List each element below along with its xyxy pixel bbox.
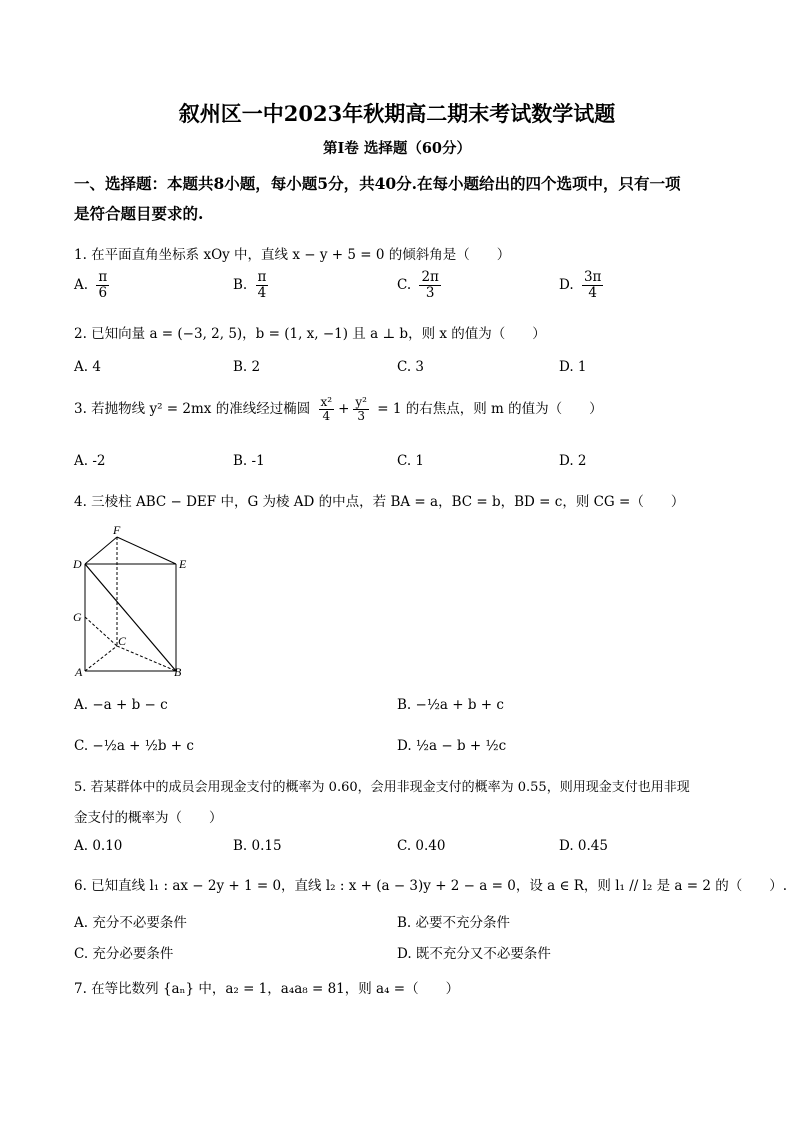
q2-option-a: A. 4 (74, 359, 101, 375)
section-instructions-line2: 是符合题目要求的. (74, 204, 204, 223)
label-e: E (179, 557, 187, 571)
q2-option-d: D. 1 (559, 359, 587, 375)
q1-option-c: C. $\frac{2\pi}{3}$ (397, 269, 439, 301)
label-d: D (73, 557, 82, 571)
q3-option-a: A. -2 (74, 453, 106, 469)
q4-option-b: B. −½a + b + c (397, 697, 504, 713)
exam-title: 叙州区一中2023年秋期高二期末考试数学试题 (178, 101, 616, 126)
q2-option-b: B. 2 (233, 359, 261, 375)
part-heading: 第I卷 选择题（60分） (322, 140, 471, 157)
q1-option-d: D. $\frac{3\pi}{4}$ (559, 269, 602, 301)
q3-option-c: C. 1 (397, 453, 425, 469)
q3-option-b: B. -1 (233, 453, 265, 469)
q5-option-d: D. 0.45 (559, 838, 608, 854)
label-a: A (75, 665, 83, 679)
prism-figure (70, 524, 200, 684)
q5-option-c: C. 0.40 (397, 838, 446, 854)
label-g: G (73, 610, 82, 624)
q4-option-a: A. −a + b − c (74, 697, 168, 713)
q2-option-c: C. 3 (397, 359, 425, 375)
q5-option-b: B. 0.15 (233, 838, 282, 854)
section-instructions-line1: 一、选择题：本题共8小题，每小题5分，共40分.在每小题给出的四个选项中，只有一项 (74, 174, 681, 193)
q4-option-c: C. −½a + ½b + c (74, 738, 194, 754)
question-4-stem: 4. 三棱柱 ABC − DEF 中，G 为棱 AD 的中点，若 BA = a，BC = b，BD = c，则 CG =（ ） (74, 494, 685, 510)
q5-option-a: A. 0.10 (74, 838, 123, 854)
question-2-stem: 2. 已知向量 a = (−3, 2, 5)，b = (1, x, −1) 且 a ⊥ b，则 x 的值为（ ） (74, 326, 546, 342)
q6-option-d: D. 既不充分又不必要条件 (397, 946, 551, 962)
label-c: C (118, 634, 127, 648)
q6-option-a: A. 充分不必要条件 (74, 915, 187, 931)
q6-option-b: B. 必要不充分条件 (397, 915, 511, 931)
q1-option-b: B. $\frac{\pi}{4}$ (233, 269, 267, 301)
question-6-stem: 6. 已知直线 l₁ : ax − 2y + 1 = 0，直线 l₂ : x + (a − 3)y + 2 − a = 0，设 a ∈ R，则 l₁ // l₂ 是 a = 2 的（ ）. (74, 878, 788, 894)
question-7-stem: 7. 在等比数列 {aₙ} 中，a₂ = 1，a₄a₈ = 81，则 a₄ =（ ） (74, 981, 460, 997)
label-f: F (113, 524, 121, 537)
label-b: B (174, 665, 182, 679)
q1-option-a: A. $\frac{\pi}{6}$ (74, 269, 108, 301)
q6-option-c: C. 充分必要条件 (74, 946, 174, 962)
question-5-line2: 金支付的概率为（ ） (74, 810, 223, 826)
question-1-stem: 1. 在平面直角坐标系 xOy 中，直线 x − y + 5 = 0 的倾斜角是（ ） (74, 247, 511, 263)
question-3-stem: 3. 若抛物线 y² = 2mx 的准线经过椭圆 $\frac{\text{x²}}{4}$ + $\frac{\text{y²}}{3}$ = 1 的右焦点，则 m 的值为（ ） (74, 395, 603, 424)
q3-option-d: D. 2 (559, 453, 587, 469)
question-5-line1: 5. 若某群体中的成员会用现金支付的概率为 0.60，会用非现金支付的概率为 0.55，则用现金支付也用非现 (74, 780, 690, 795)
q4-option-d: D. ½a − b + ½c (397, 738, 507, 754)
